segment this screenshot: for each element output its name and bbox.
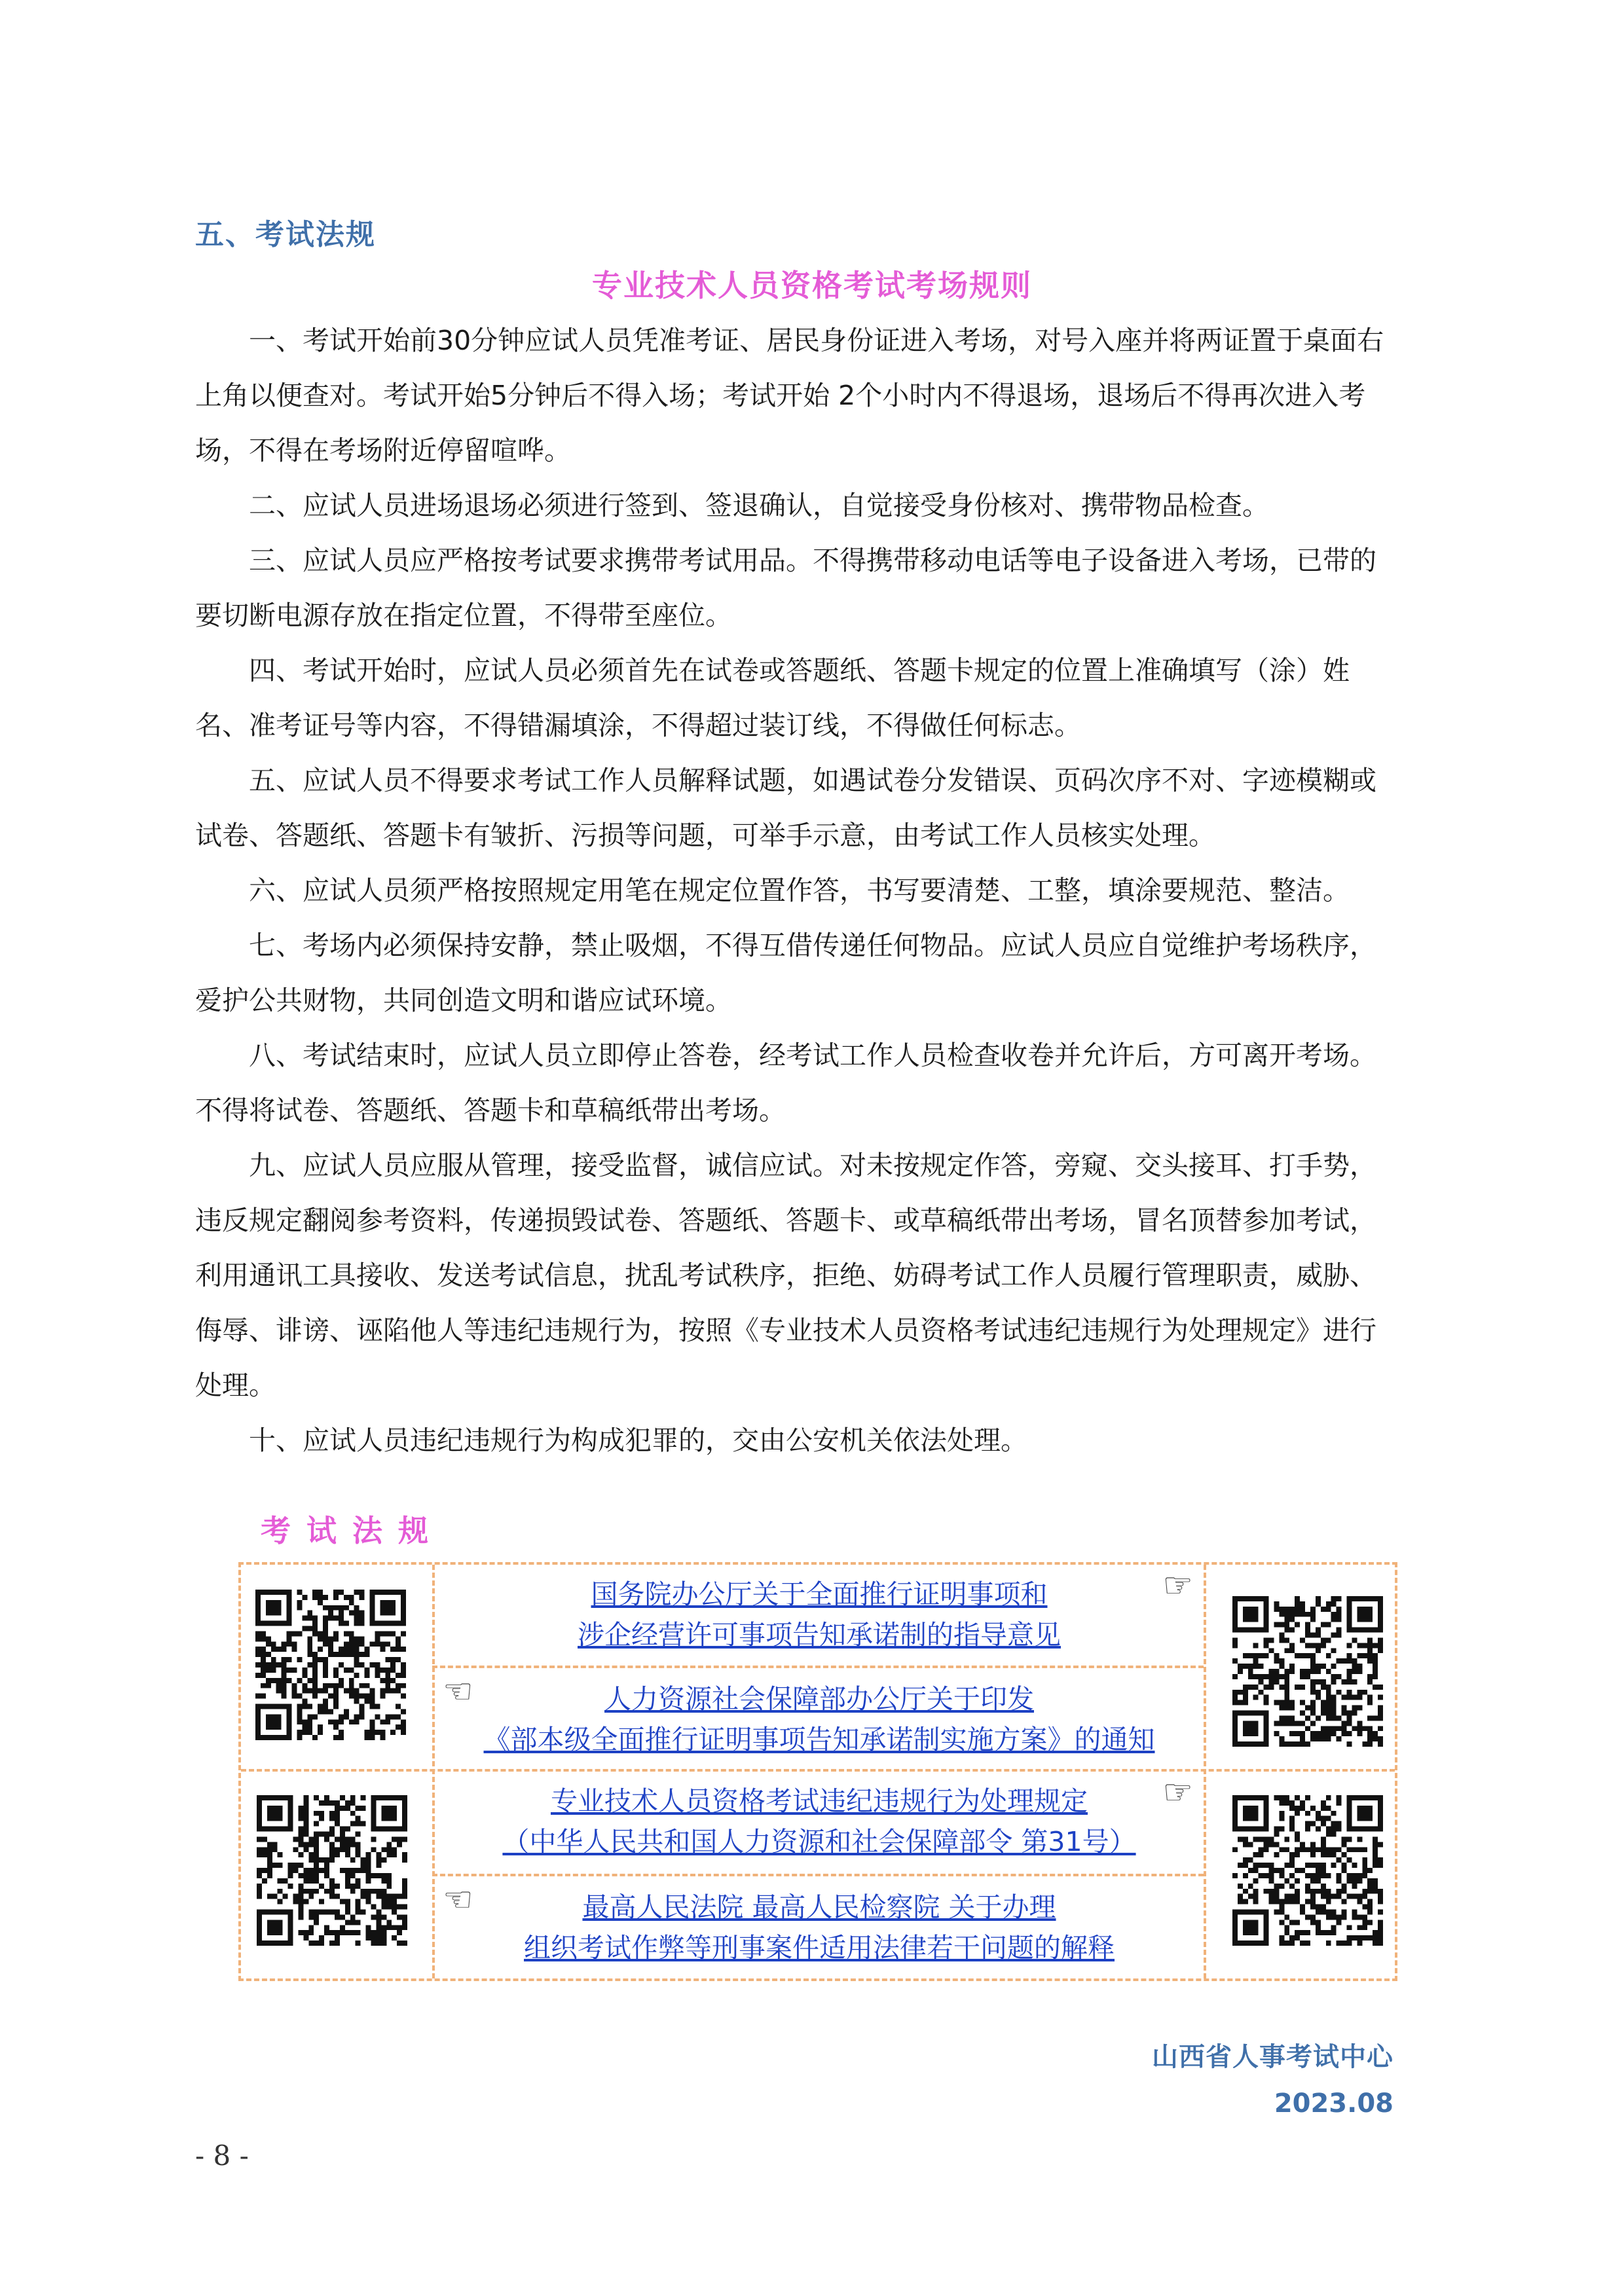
law-link-4-line1[interactable]: 最高人民法院 最高人民检察院 关于办理 bbox=[582, 1891, 1056, 1923]
document-title: 专业技术人员资格考试考场规则 bbox=[592, 268, 1032, 303]
section-title: 五、考试法规 bbox=[195, 218, 376, 251]
footer-date: 2023.08 bbox=[1274, 2088, 1393, 2119]
law-link-4-line2[interactable]: 组织考试作弊等刑事案件适用法律若干问题的解释 bbox=[524, 1932, 1115, 1963]
law-link-1-line2[interactable]: 涉企经营许可事项告知承诺制的指导意见 bbox=[578, 1619, 1061, 1650]
rule-1: 一、考试开始前30分钟应试人员凭准考证、居民身份证进入考场，对号入座并将两证置于桌面右上角以便查对。考试开始5分钟后不得入场；考试开始 2个小时内不得退场，退场后不得再次进入考场，不得在考场附近停留喧哗。 bbox=[195, 325, 1384, 466]
qr-code-icon[interactable] bbox=[1232, 1795, 1383, 1946]
law-link-cell bbox=[435, 1562, 1204, 1667]
rule-3: 三、应试人员应严格按考试要求携带考试用品。不得携带移动电话等电子设备进入考场，已带的要切断电源存放在指定位置，不得带至座位。 bbox=[195, 545, 1376, 631]
rule-5: 五、应试人员不得要求考试工作人员解释试题，如遇试卷分发错误、页码次序不对、字迹模糊或试卷、答题纸、答题卡有皱折、污损等问题，可举手示意，由考试工作人员核实处理。 bbox=[195, 765, 1376, 851]
pointing-hand-icon: ☞ bbox=[1162, 1773, 1193, 1812]
qr-code-icon[interactable] bbox=[257, 1795, 407, 1946]
law-link-2-line2[interactable]: 《部本级全面推行证明事项告知承诺制实施方案》的通知 bbox=[483, 1724, 1155, 1755]
law-link-1-line1[interactable]: 国务院办公厅关于全面推行证明事项和 bbox=[591, 1578, 1048, 1610]
law-link-cell bbox=[435, 1875, 1204, 1980]
rule-9: 九、应试人员应服从管理，接受监督，诚信应试。对未按规定作答，旁窥、交头接耳、打手势，违反规定翻阅参考资料，传递损毁试卷、答题纸、答题卡、或草稿纸带出考场，冒名顶替参加考试，利用通讯工具接收、发送考试信息，扰乱考试秩序，拒绝、妨碍考试工作人员履行管理职责，威胁、侮辱、诽谤、诬陷他人等违纪违规行为，按照《专业技术人员资格考试违纪违规行为处理规定》进行处理。 bbox=[195, 1150, 1376, 1401]
rule-2: 二、应试人员进场退场必须进行签到、签退确认，自觉接受身份核对、携带物品检查。 bbox=[249, 490, 1269, 521]
rule-4: 四、考试开始时，应试人员必须首先在试卷或答题纸、答题卡规定的位置上准确填写（涂）姓名、准考证号等内容，不得错漏填涂，不得超过装订线，不得做任何标志。 bbox=[195, 655, 1350, 741]
rule-8: 八、考试结束时，应试人员立即停止答卷，经考试工作人员检查收卷并允许后，方可离开考场。不得将试卷、答题纸、答题卡和草稿纸带出考场。 bbox=[195, 1040, 1376, 1126]
pointing-hand-icon: ☞ bbox=[1162, 1566, 1193, 1605]
page-number: - 8 - bbox=[195, 2140, 249, 2172]
law-link-cell bbox=[435, 1667, 1204, 1772]
pointing-hand-icon: ☜ bbox=[443, 1880, 473, 1920]
laws-label: 考试法规 bbox=[261, 1513, 444, 1548]
pointing-hand-icon: ☜ bbox=[443, 1672, 473, 1711]
law-link-3-line2[interactable]: （中华人民共和国人力资源和社会保障部令 第31号） bbox=[502, 1826, 1136, 1857]
rules-list bbox=[195, 313, 1393, 1468]
rule-7: 七、考场内必须保持安静，禁止吸烟，不得互借传递任何物品。应试人员应自觉维护考场秩序，爱护公共财物，共同创造文明和谐应试环境。 bbox=[195, 930, 1376, 1016]
qr-code-icon[interactable] bbox=[255, 1590, 406, 1740]
law-link-cell bbox=[435, 1769, 1204, 1874]
qr-code-icon[interactable] bbox=[1232, 1596, 1383, 1747]
law-links-grid bbox=[238, 1562, 1397, 1981]
law-link-2-line1[interactable]: 人力资源社会保障部办公厅关于印发 bbox=[604, 1683, 1034, 1715]
rule-10: 十、应试人员违纪违规行为构成犯罪的，交由公安机关依法处理。 bbox=[249, 1425, 1027, 1456]
rule-6: 六、应试人员须严格按照规定用笔在规定位置作答，书写要清楚、工整，填涂要规范、整洁。 bbox=[249, 875, 1350, 906]
footer-organization: 山西省人事考试中心 bbox=[1152, 2042, 1393, 2072]
law-link-3-line1[interactable]: 专业技术人员资格考试违纪违规行为处理规定 bbox=[551, 1785, 1088, 1817]
